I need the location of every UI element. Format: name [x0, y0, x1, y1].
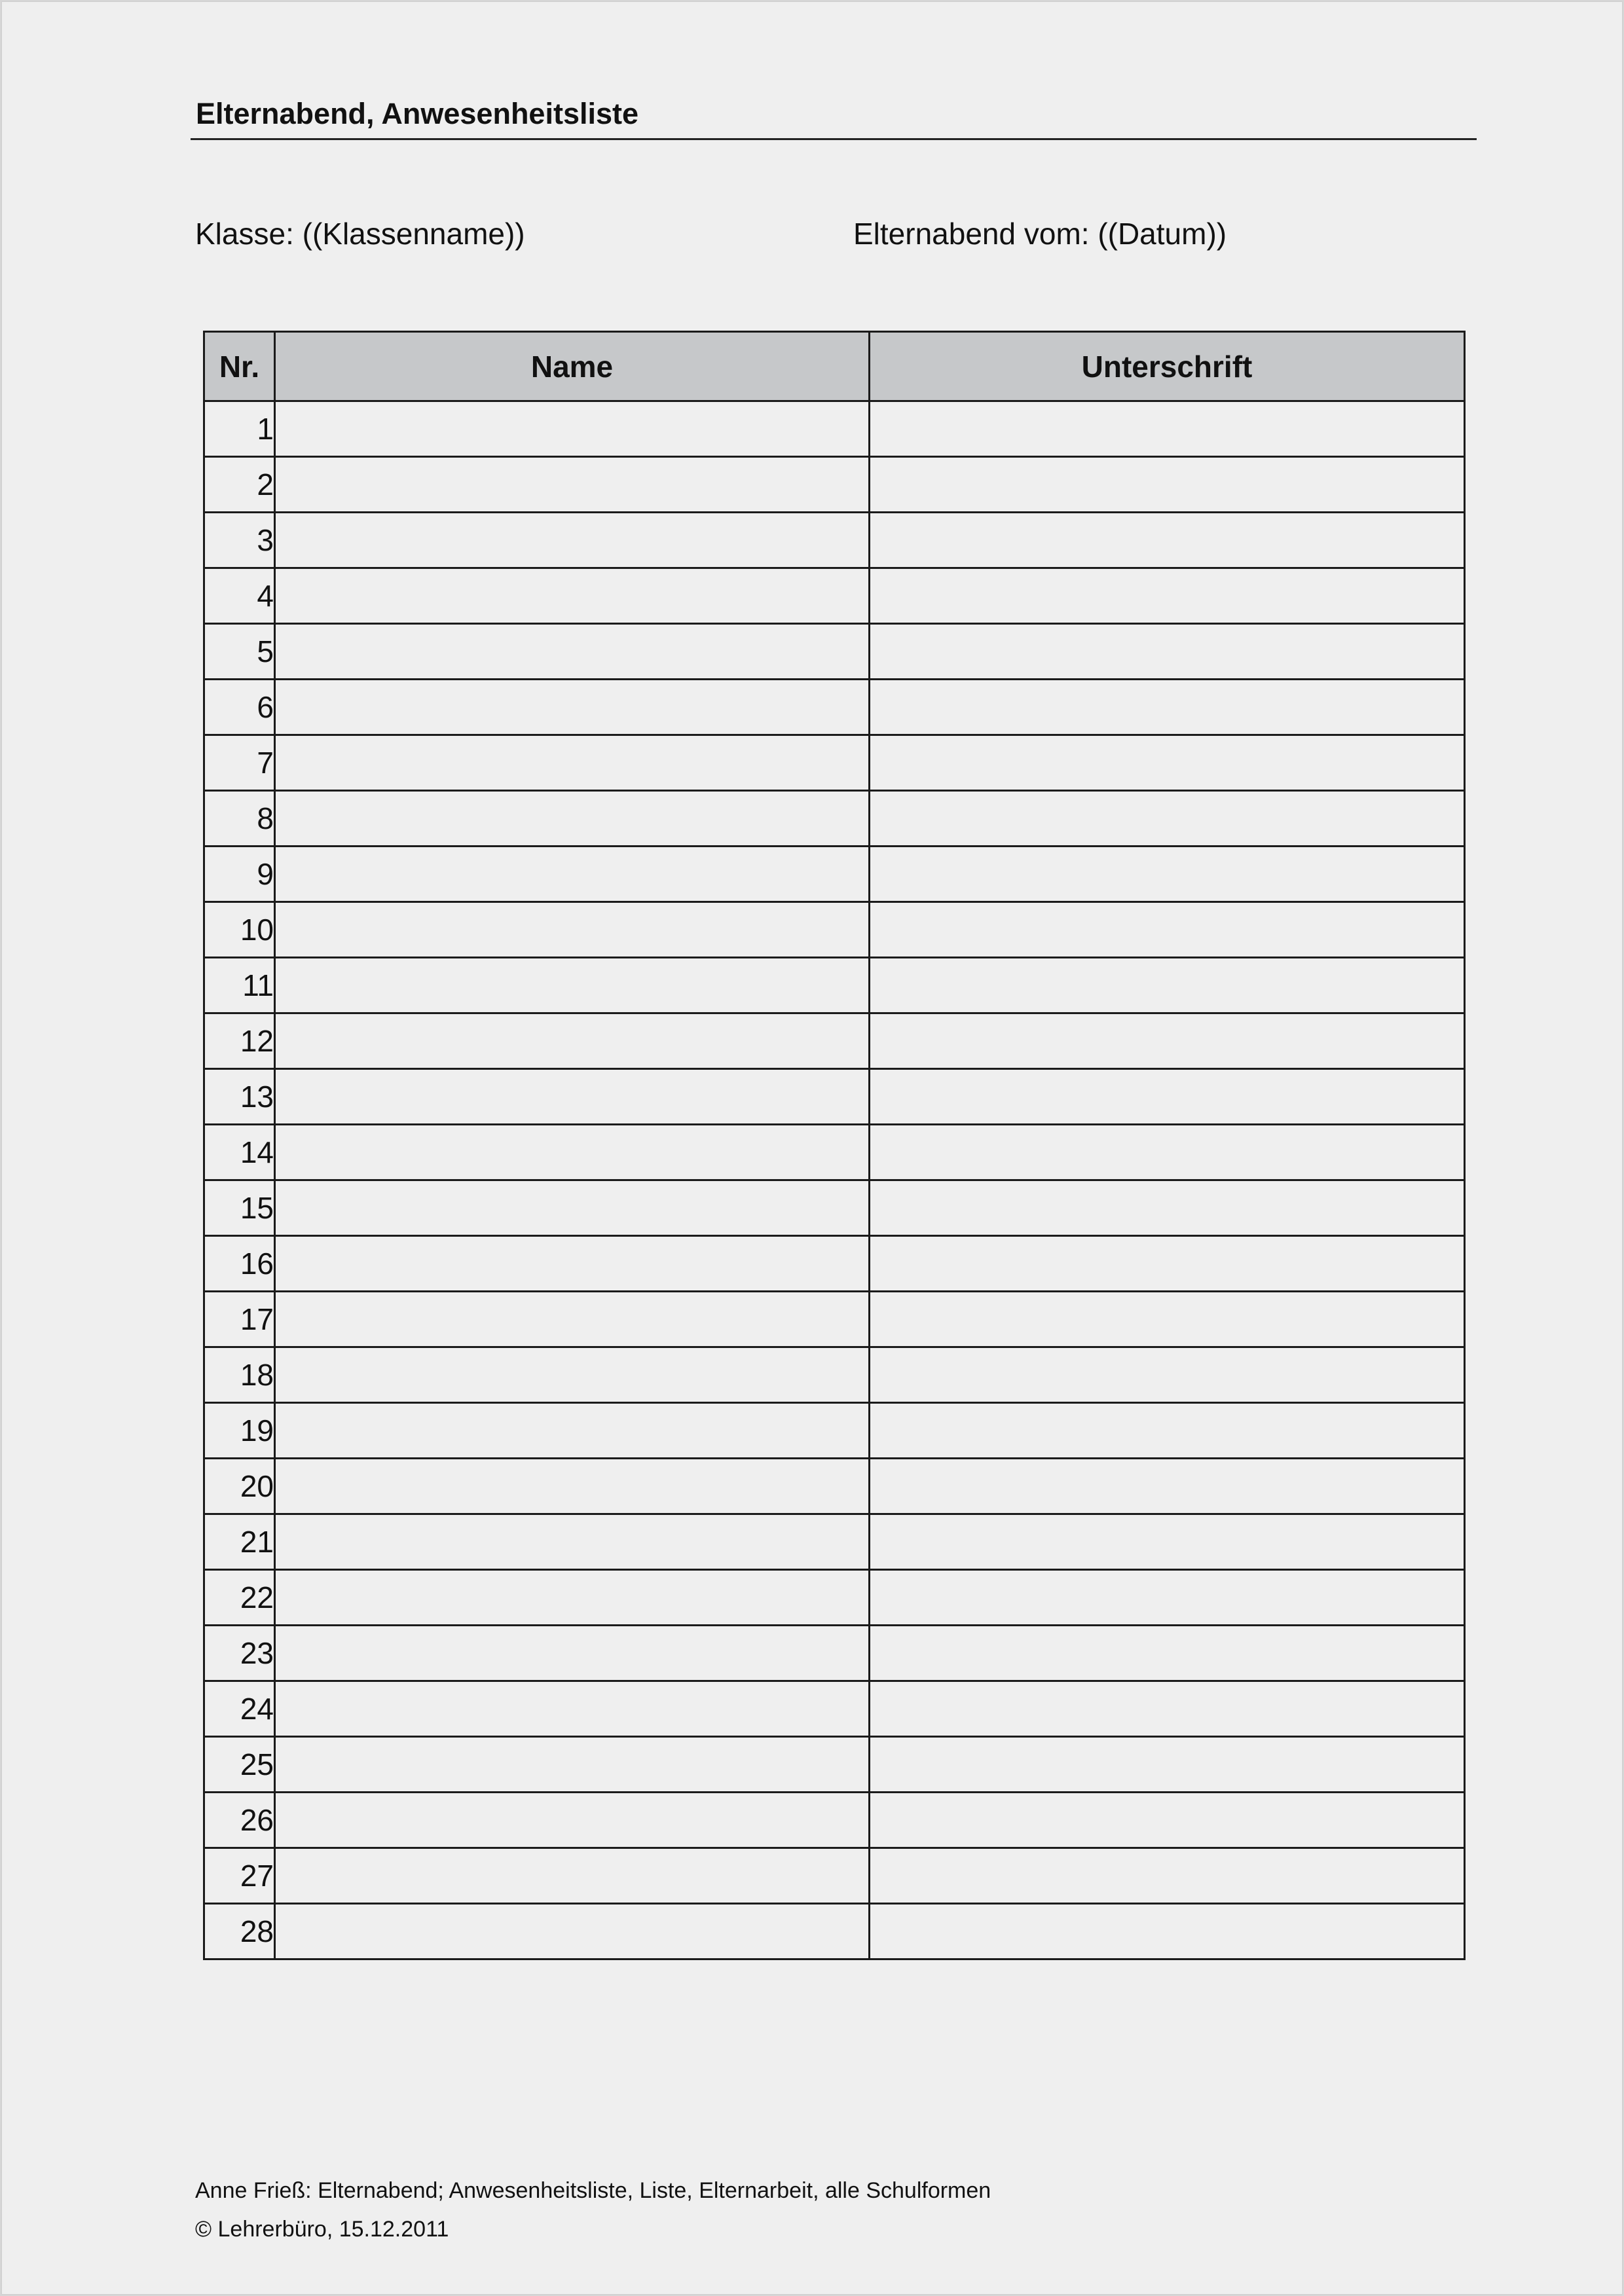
- signature-cell[interactable]: [870, 1180, 1465, 1236]
- name-cell[interactable]: [275, 1737, 870, 1793]
- signature-cell[interactable]: [870, 1069, 1465, 1125]
- row-number: 19: [204, 1403, 275, 1459]
- name-cell[interactable]: [275, 624, 870, 680]
- signature-cell[interactable]: [870, 902, 1465, 958]
- name-cell[interactable]: [275, 735, 870, 791]
- header-name: Name: [275, 332, 870, 401]
- signature-cell[interactable]: [870, 791, 1465, 847]
- name-cell[interactable]: [275, 680, 870, 735]
- name-cell[interactable]: [275, 1180, 870, 1236]
- table-row: [204, 1459, 1465, 1514]
- signature-cell[interactable]: [870, 1125, 1465, 1180]
- signature-cell[interactable]: [870, 568, 1465, 624]
- row-number: 25: [204, 1737, 275, 1793]
- row-number: 2: [204, 457, 275, 513]
- table-row: [204, 958, 1465, 1013]
- row-number: 28: [204, 1904, 275, 1959]
- table-row: [204, 847, 1465, 902]
- table-row: [204, 1681, 1465, 1737]
- name-cell[interactable]: [275, 1626, 870, 1681]
- signature-cell[interactable]: [870, 624, 1465, 680]
- document-title: Elternabend, Anwesenheitsliste: [196, 97, 639, 130]
- table-row: [204, 735, 1465, 791]
- table-row: [204, 1848, 1465, 1904]
- name-cell[interactable]: [275, 1793, 870, 1848]
- name-cell[interactable]: [275, 1403, 870, 1459]
- signature-cell[interactable]: [870, 680, 1465, 735]
- table-row: [204, 568, 1465, 624]
- row-number: 15: [204, 1180, 275, 1236]
- signature-cell[interactable]: [870, 1570, 1465, 1626]
- title-underline: [191, 138, 1477, 140]
- signature-cell[interactable]: [870, 1459, 1465, 1514]
- name-cell[interactable]: [275, 457, 870, 513]
- row-number: 11: [204, 958, 275, 1013]
- table-row: [204, 1347, 1465, 1403]
- row-number: 4: [204, 568, 275, 624]
- table-row: [204, 1403, 1465, 1459]
- signature-cell[interactable]: [870, 1626, 1465, 1681]
- header-signature: Unterschrift: [870, 332, 1465, 401]
- signature-cell[interactable]: [870, 1737, 1465, 1793]
- name-cell[interactable]: [275, 902, 870, 958]
- attendance-table: [203, 331, 1466, 1960]
- name-cell[interactable]: [275, 1347, 870, 1403]
- table-row: [204, 401, 1465, 457]
- name-cell[interactable]: [275, 1236, 870, 1292]
- name-cell[interactable]: [275, 1904, 870, 1959]
- signature-cell[interactable]: [870, 1013, 1465, 1069]
- row-number: 12: [204, 1013, 275, 1069]
- signature-cell[interactable]: [870, 958, 1465, 1013]
- table-row: [204, 1069, 1465, 1125]
- row-number: 20: [204, 1459, 275, 1514]
- table-header-row: [204, 332, 1465, 401]
- table-row: [204, 513, 1465, 568]
- signature-cell[interactable]: [870, 1292, 1465, 1347]
- row-number: 6: [204, 680, 275, 735]
- signature-cell[interactable]: [870, 847, 1465, 902]
- row-number: 26: [204, 1793, 275, 1848]
- table-row: [204, 902, 1465, 958]
- name-cell[interactable]: [275, 401, 870, 457]
- row-number: 21: [204, 1514, 275, 1570]
- row-number: 13: [204, 1069, 275, 1125]
- name-cell[interactable]: [275, 958, 870, 1013]
- signature-cell[interactable]: [870, 1904, 1465, 1959]
- footer-source: Anne Frieß: Elternabend; Anwesenheitsliste, Liste, Elternarbeit, alle Schulformen: [195, 2178, 991, 2203]
- row-number: 18: [204, 1347, 275, 1403]
- signature-cell[interactable]: [870, 735, 1465, 791]
- header-number: Nr.: [204, 332, 275, 401]
- table-row: [204, 1292, 1465, 1347]
- row-number: 8: [204, 791, 275, 847]
- signature-cell[interactable]: [870, 1514, 1465, 1570]
- name-cell[interactable]: [275, 1069, 870, 1125]
- name-cell[interactable]: [275, 513, 870, 568]
- row-number: 16: [204, 1236, 275, 1292]
- table-row: [204, 1737, 1465, 1793]
- row-number: 3: [204, 513, 275, 568]
- name-cell[interactable]: [275, 1125, 870, 1180]
- row-number: 22: [204, 1570, 275, 1626]
- signature-cell[interactable]: [870, 1403, 1465, 1459]
- table-row: [204, 1125, 1465, 1180]
- signature-cell[interactable]: [870, 401, 1465, 457]
- row-number: 10: [204, 902, 275, 958]
- name-cell[interactable]: [275, 1848, 870, 1904]
- signature-cell[interactable]: [870, 513, 1465, 568]
- row-number: 24: [204, 1681, 275, 1737]
- name-cell[interactable]: [275, 1681, 870, 1737]
- table-row: [204, 1570, 1465, 1626]
- name-cell[interactable]: [275, 1514, 870, 1570]
- signature-cell[interactable]: [870, 1236, 1465, 1292]
- signature-cell[interactable]: [870, 1347, 1465, 1403]
- table-row: [204, 791, 1465, 847]
- row-number: 17: [204, 1292, 275, 1347]
- footer-copyright: © Lehrerbüro, 15.12.2011: [195, 2217, 449, 2242]
- table-row: [204, 680, 1465, 735]
- table-row: [204, 457, 1465, 513]
- row-number: 14: [204, 1125, 275, 1180]
- table-row: [204, 1904, 1465, 1959]
- table-row: [204, 1626, 1465, 1681]
- row-number: 7: [204, 735, 275, 791]
- document-page: [1, 1, 1623, 2295]
- class-label: Klasse: ((Klassenname)): [195, 217, 525, 251]
- table-row: [204, 1793, 1465, 1848]
- name-cell[interactable]: [275, 568, 870, 624]
- row-number: 5: [204, 624, 275, 680]
- row-number: 27: [204, 1848, 275, 1904]
- name-cell[interactable]: [275, 791, 870, 847]
- row-number: 9: [204, 847, 275, 902]
- table-row: [204, 1013, 1465, 1069]
- table-row: [204, 1514, 1465, 1570]
- name-cell[interactable]: [275, 847, 870, 902]
- name-cell[interactable]: [275, 1013, 870, 1069]
- table-row: [204, 624, 1465, 680]
- row-number: 1: [204, 401, 275, 457]
- signature-cell[interactable]: [870, 457, 1465, 513]
- row-number: 23: [204, 1626, 275, 1681]
- name-cell[interactable]: [275, 1570, 870, 1626]
- table-row: [204, 1236, 1465, 1292]
- table-row: [204, 1180, 1465, 1236]
- signature-cell[interactable]: [870, 1681, 1465, 1737]
- name-cell[interactable]: [275, 1292, 870, 1347]
- name-cell[interactable]: [275, 1459, 870, 1514]
- signature-cell[interactable]: [870, 1793, 1465, 1848]
- signature-cell[interactable]: [870, 1848, 1465, 1904]
- date-label: Elternabend vom: ((Datum)): [853, 217, 1227, 251]
